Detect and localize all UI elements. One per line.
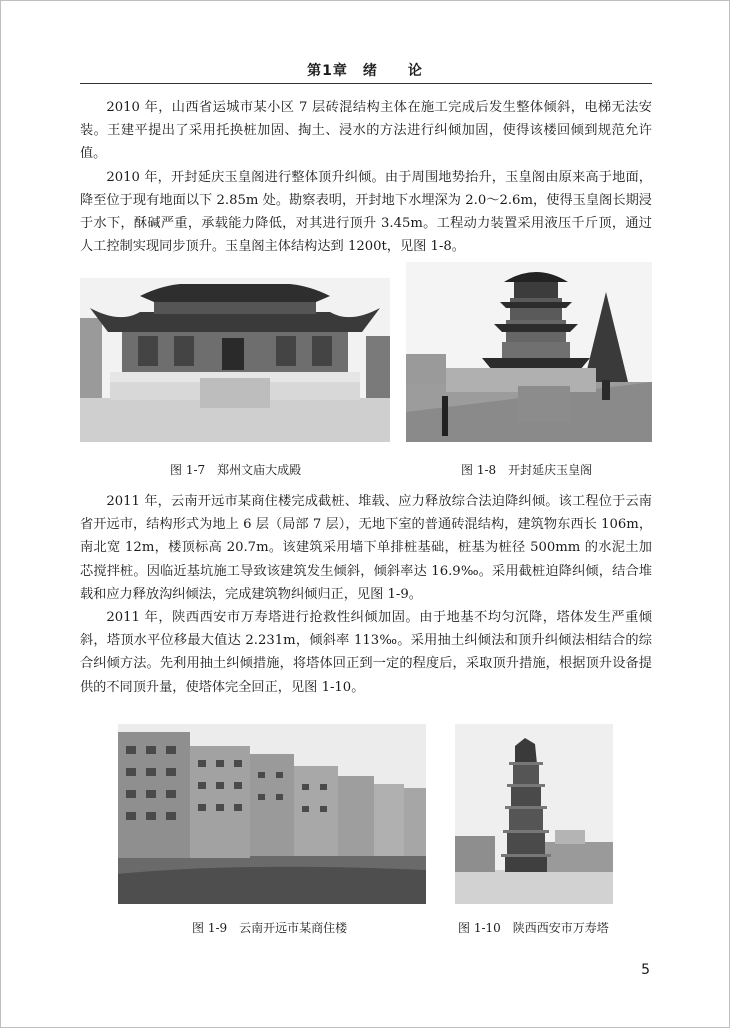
figure-caption: 图 1-7 郑州文庙大成殿 [170, 463, 302, 477]
figure-caption: 图 1-8 开封延庆玉皇阁 [461, 463, 593, 477]
paragraph: 2011 年，云南开远市某商住楼完成截桩、堆载、应力释放综合法迫降纠倾。该工程位于云南省开远市，结构形式为地上 6 层（局部 7 层），无地下室的普通砖混结构，建筑物东西长 106m，南北宽 12m，楼顶标高 20.7m。该建筑采用墙下单排桩基础，桩基为桩径 500mm 的水泥土加芯搅拌桩。因临近基坑施工导致该建筑发生倾斜，倾斜率达 16.9‰。采用截桩迫降纠倾，结合堆载和应力释放沟纠倾法，完成建筑物纠倾归正，见图 1-9。 [80, 494, 653, 602]
figure-1-10-photo [455, 724, 613, 904]
paragraph: 2011 年，陕西西安市万寿塔进行抢救性纠倾加固。由于地基不均匀沉降，塔体发生严重倾斜，塔顶水平位移最大值达 2.231m，倾斜率 113‰。采用抽土纠倾法和顶升纠倾法相结合的综合纠倾方法。先利用抽土纠倾措施，将塔体回正到一定的程度后，采取顶升措施，根据顶升设备提供的不同顶升量，使塔体完全回正，见图 1-10。 [80, 610, 652, 695]
text-block-top [80, 96, 652, 258]
text-block-middle [80, 490, 652, 699]
figure-1-7-photo [80, 278, 390, 442]
paragraph: 2010 年，山西省运城市某小区 7 层砖混结构主体在施工完成后发生整体倾斜，电梯无法安装。王建平提出了采用托换桩加固、掏土、浸水的方法进行纠倾加固，使得该楼回倾到规范允许值。 [80, 100, 652, 162]
figure-1-8-photo [406, 262, 652, 442]
page-number: 5 [641, 962, 650, 978]
figure-caption: 图 1-10 陕西西安市万寿塔 [458, 921, 609, 935]
header-rule [80, 83, 652, 84]
figure-1-9-photo [118, 724, 426, 904]
running-header: 第1章 绪 论 [307, 63, 423, 79]
figure-caption: 图 1-9 云南开远市某商住楼 [192, 921, 348, 935]
paragraph: 2010 年，开封延庆玉皇阁进行整体顶升纠倾。由于周围地势抬升，玉皇阁由原来高于地面，降至位于现有地面以下 2.85m 处。勘察表明，开封地下水埋深为 2.0～2.6m，使得玉皇阁长期浸于水下，酥碱严重，承载能力降低，对其进行顶升 3.45m。工程动力装置采用液压千斤顶，通过人工控制实现同步顶升。玉皇阁主体结构达到 1200t，见图 1-8。 [80, 169, 652, 255]
